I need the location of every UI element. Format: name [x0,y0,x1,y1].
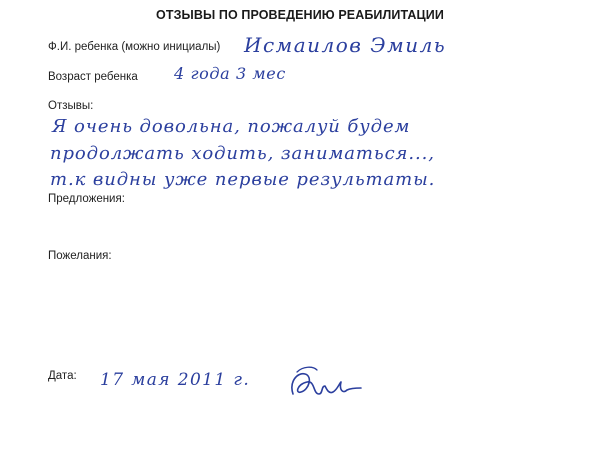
child-name-label: Ф.И. ребенка (можно инициалы) [48,41,221,53]
signature [283,360,363,406]
wishes-label: Пожелания: [48,250,112,262]
child-age-label: Возраст ребенка [48,71,138,83]
reviews-label: Отзывы: [48,100,94,112]
child-name-handwritten: Исмаилов Эмиль [244,33,447,57]
date-label: Дата: [48,370,77,382]
date-handwritten: 17 мая 2011 г. [100,370,251,390]
review-line-3: т.к видны уже первые результаты. [50,169,436,190]
review-line-2: продолжать ходить, заниматься..., [50,143,435,164]
form-title: ОТЗЫВЫ ПО ПРОВЕДЕНИЮ РЕАБИЛИТАЦИИ [156,8,444,22]
child-age-handwritten: 4 года 3 мес [174,64,286,83]
review-line-1: Я очень довольна, пожалуй будем [52,116,411,137]
suggestions-label: Предложения: [48,193,125,205]
